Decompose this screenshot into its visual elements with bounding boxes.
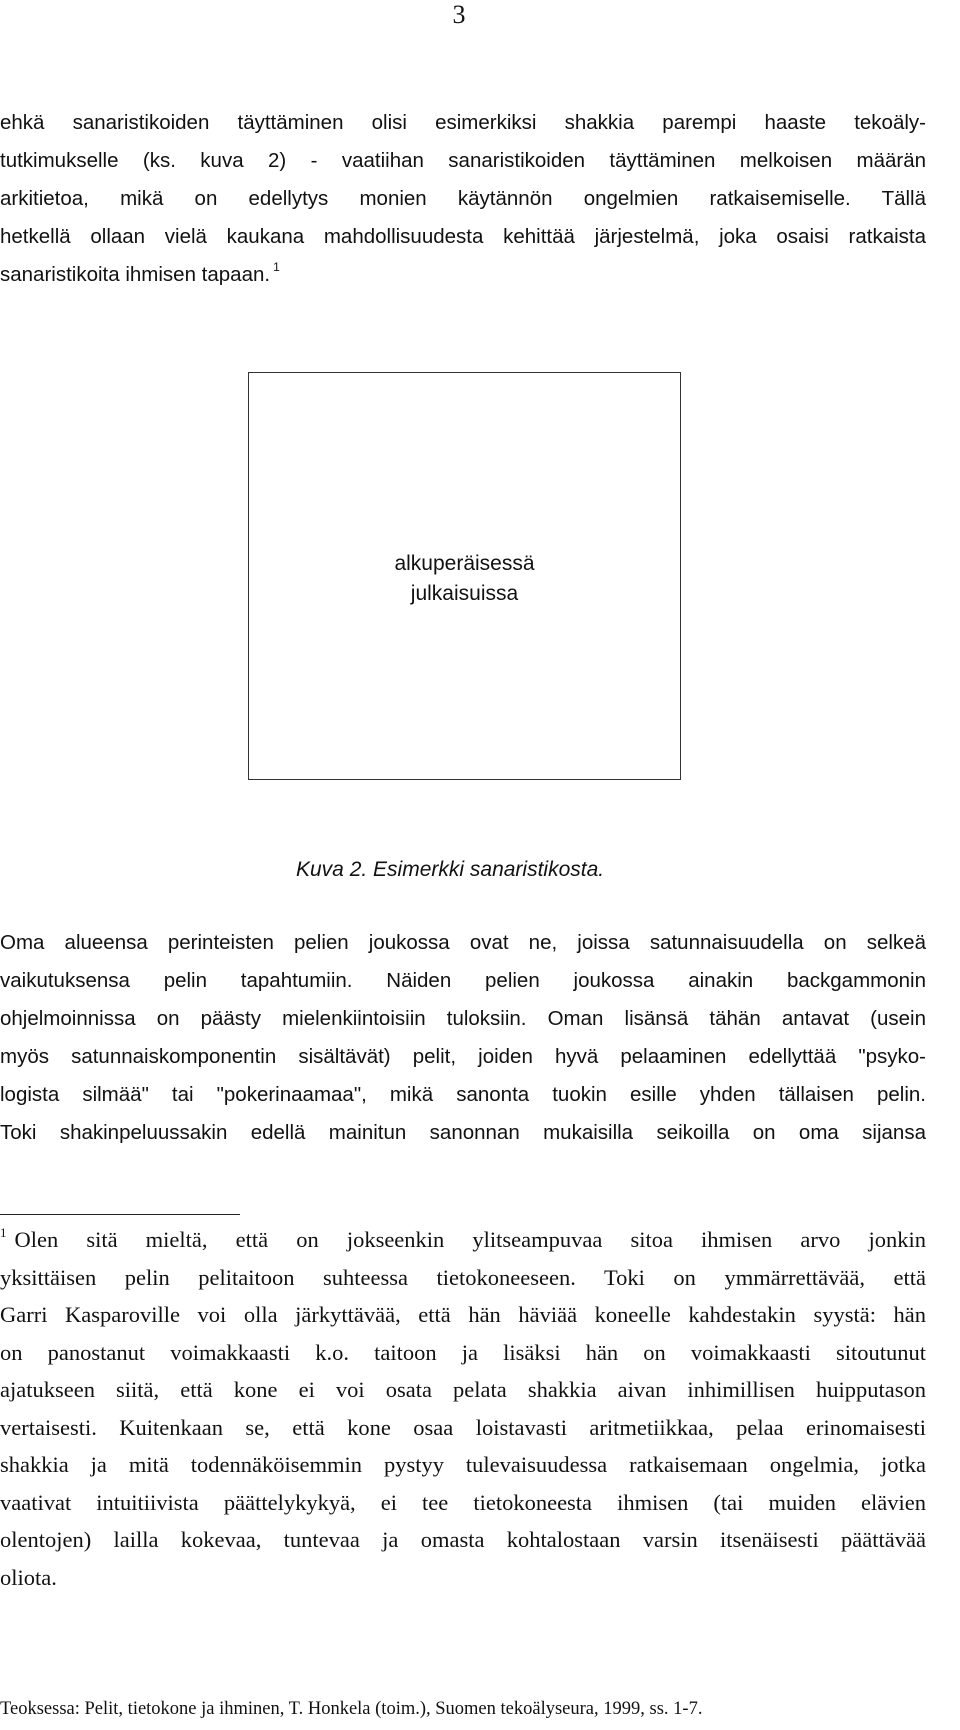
figure-placeholder-text [249,549,680,609]
footnote-separator [0,1214,240,1215]
text-line: ehkä sanaristikoiden täyttäminen olisi esimerkiksi shakkia parempi haaste tekoäly- [0,111,926,134]
text-line: olentojen) lailla kokevaa, tuntevaa ja omasta kohtalostaan varsin itsenäisesti päättävää [0,1527,926,1552]
source-citation: Teoksessa: Pelit, tietokone ja ihminen, T. Honkela (toim.), Suomen tekoälyseura, 1999, ss. 1-7. [0,1699,703,1719]
intro-last-line: sanaristikoita ihmisen tapaan. [0,263,271,286]
text-line [0,256,926,294]
text-line: vertaisesti. Kuitenkaan se, että kone osaa loistavasti aritmetiikkaa, pelaa erinomaisesti [0,1414,926,1440]
text-line: ajatukseen siitä, että kone ei voi osata pelata shakkia aivan inhimillisen huipputason [0,1377,926,1402]
text-line: Oma alueensa perinteisten pelien joukossa ovat ne, joissa satunnaisuudella on selkeä [0,931,926,954]
footnote-marker: 1 [0,1225,7,1240]
figure-caption: Kuva 2. Esimerkki sanaristikosta. [296,858,605,881]
text-line: shakkia ja mitä todennäköisemmin pystyy tulevaisuudessa ratkaisemaan ongelmia, jotka [0,1452,926,1477]
text-line: on panostanut voimakkaasti k.o. taitoon ja lisäksi hän on voimakkaasti sitoutunut [0,1339,926,1365]
text-line: ohjelmoinnissa on päästy mielenkiintoisiin tuloksiin. Oman lisänsä tähän antavat (usein [0,1007,926,1030]
text-line: yksittäisen pelin pelitaitoon suhteessa tietokoneeseen. Toki on ymmärrettävää, että [0,1264,926,1290]
body-paragraph [0,924,926,1152]
intro-paragraph [0,104,926,294]
figure-placeholder-line: julkaisuissa [410,582,519,605]
text-line: tutkimukselle (ks. kuva 2) - vaatiihan sanaristikoiden täyttäminen melkoisen määrän [0,149,926,172]
figure-placeholder-line: alkuperäisessä [394,552,535,575]
page-number: 3 [452,0,466,29]
text-line: hetkellä ollaan vielä kaukana mahdollisuudesta kehittää järjestelmä, joka osaisi ratkaista [0,225,926,248]
text-line: Garri Kasparoville voi olla järkyttävää, että hän häviää koneelle kahdestakin syystä: hän [0,1302,926,1327]
text-line [0,1221,926,1259]
text-line: logista silmää" tai "pokerinaamaa", mikä sanonta tuokin esille yhden tällaisen pelin. [0,1083,926,1106]
text-line: oliota. [0,1564,57,1590]
text-line: vaikutuksensa pelin tapahtumiin. Näiden pelien joukossa ainakin backgammonin [0,969,926,992]
footnote-first-line: Olen sitä mieltä, että on jokseenkin ylitseampuvaa sitoa ihmisen arvo jonkin [14,1227,926,1252]
text-line: arkitietoa, mikä on edellytys monien käytännön ongelmien ratkaisemiselle. Tällä [0,187,926,210]
text-line: myös satunnaiskomponentin sisältävät) pelit, joiden hyvä pelaaminen edellyttää "psyko- [0,1045,926,1068]
figure-placeholder [248,372,681,780]
footnote-reference: 1 [273,260,280,274]
footnote [0,1221,926,1596]
text-line: vaativat intuitiivista päättelykykyä, ei tee tietokoneesta ihmisen (tai muiden elävien [0,1489,926,1515]
text-line: Toki shakinpeluussakin edellä mainitun sanonnan mukaisilla seikoilla on oma sijansa [0,1121,926,1144]
